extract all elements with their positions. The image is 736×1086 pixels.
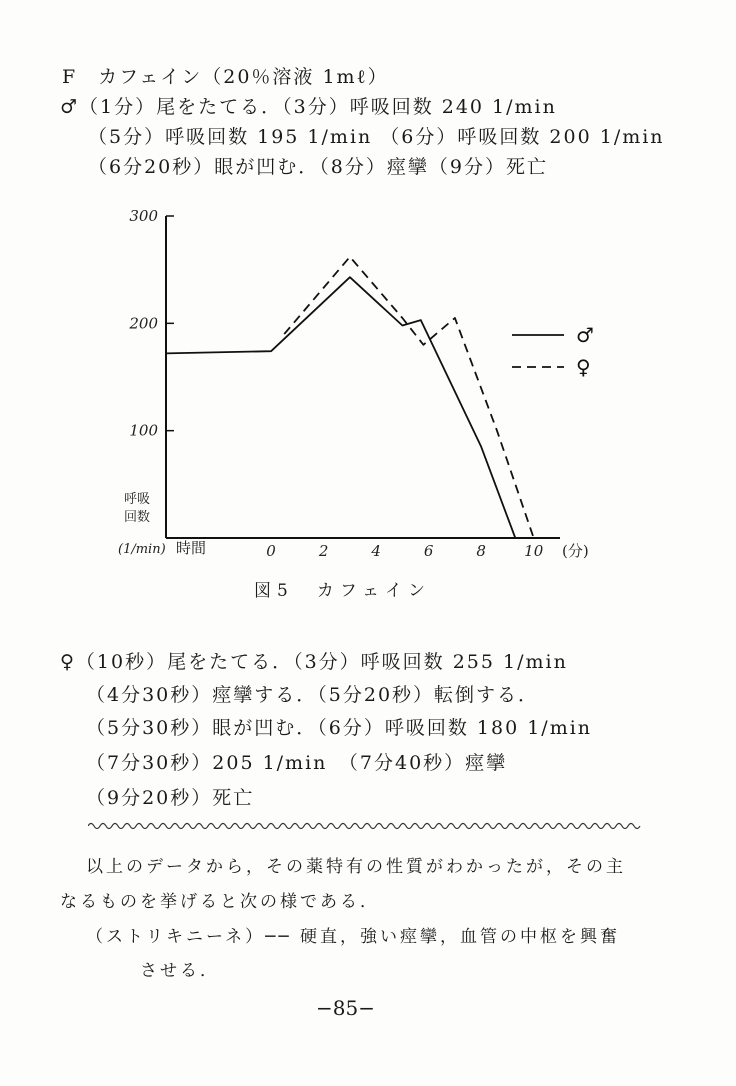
male-observation-3: （6分20秒）眼が凹む．（8分）痙攣（9分）死亡 [88,156,548,178]
conclusion-line-3: （ストリキニーネ）── 硬直，強い痙攣，血管の中枢を興奮 [86,927,621,947]
y-axis-unit: (1/min) [118,542,166,557]
conclusion-line-2: なるものを挙げると次の様である． [60,892,380,912]
female-observation-2: （4分30秒）痙攣する．（5分20秒）転倒する． [86,684,540,706]
male-observation-1: ♂（1分）尾をたてる．（3分）呼吸回数 240 1/min [60,96,557,118]
conclusion-line-1: 以上のデータから，その薬特有の性質がわかったが，その主 [86,857,626,877]
female-observation-5: （9分20秒）死亡 [86,787,255,809]
wavy-divider [88,818,648,834]
page-number: −85− [316,996,375,1020]
female-observation-3: （5分30秒）眼が凹む．（6分）呼吸回数 180 1/min [86,717,593,739]
x-tick-label: 6 [423,542,434,560]
chart-legend [512,323,594,379]
legend-male-label: ♂ [576,323,594,347]
legend-female-label: ♀ [576,355,591,379]
female-observation-4: （7分30秒）205 1/min （7分40秒）痙攣 [86,752,508,774]
figure-caption: 図5 カフェイン [254,581,431,601]
chart-series [166,257,534,538]
y-tick-label: 100 [129,421,158,440]
x-tick-label: 8 [476,542,486,560]
y-tick-label: 200 [129,314,158,333]
male-observation-2: （5分）呼吸回数 195 1/min （6分）呼吸回数 200 1/min [88,126,665,148]
female-observation-1: ♀（10秒）尾をたてる．（3分）呼吸回数 255 1/min [60,651,568,673]
y-tick-label: 300 [129,207,158,225]
section-title: F カフェイン（20％溶液 1mℓ） [62,66,389,88]
x-axis-label: 時間 [176,539,207,557]
x-tick-label: 2 [318,542,329,560]
chart-axes [166,216,560,538]
series-male-line [166,277,515,538]
x-tick-label: 0 [266,542,276,560]
y-axis-label: 呼吸 [124,492,151,507]
conclusion-line-4: させる． [140,961,220,981]
series-female-line [284,257,534,538]
y-axis-label: 回数 [124,510,151,525]
x-axis-unit: (分) [562,542,589,560]
x-tick-label: 4 [371,542,381,560]
x-tick-label: 10 [524,542,544,560]
